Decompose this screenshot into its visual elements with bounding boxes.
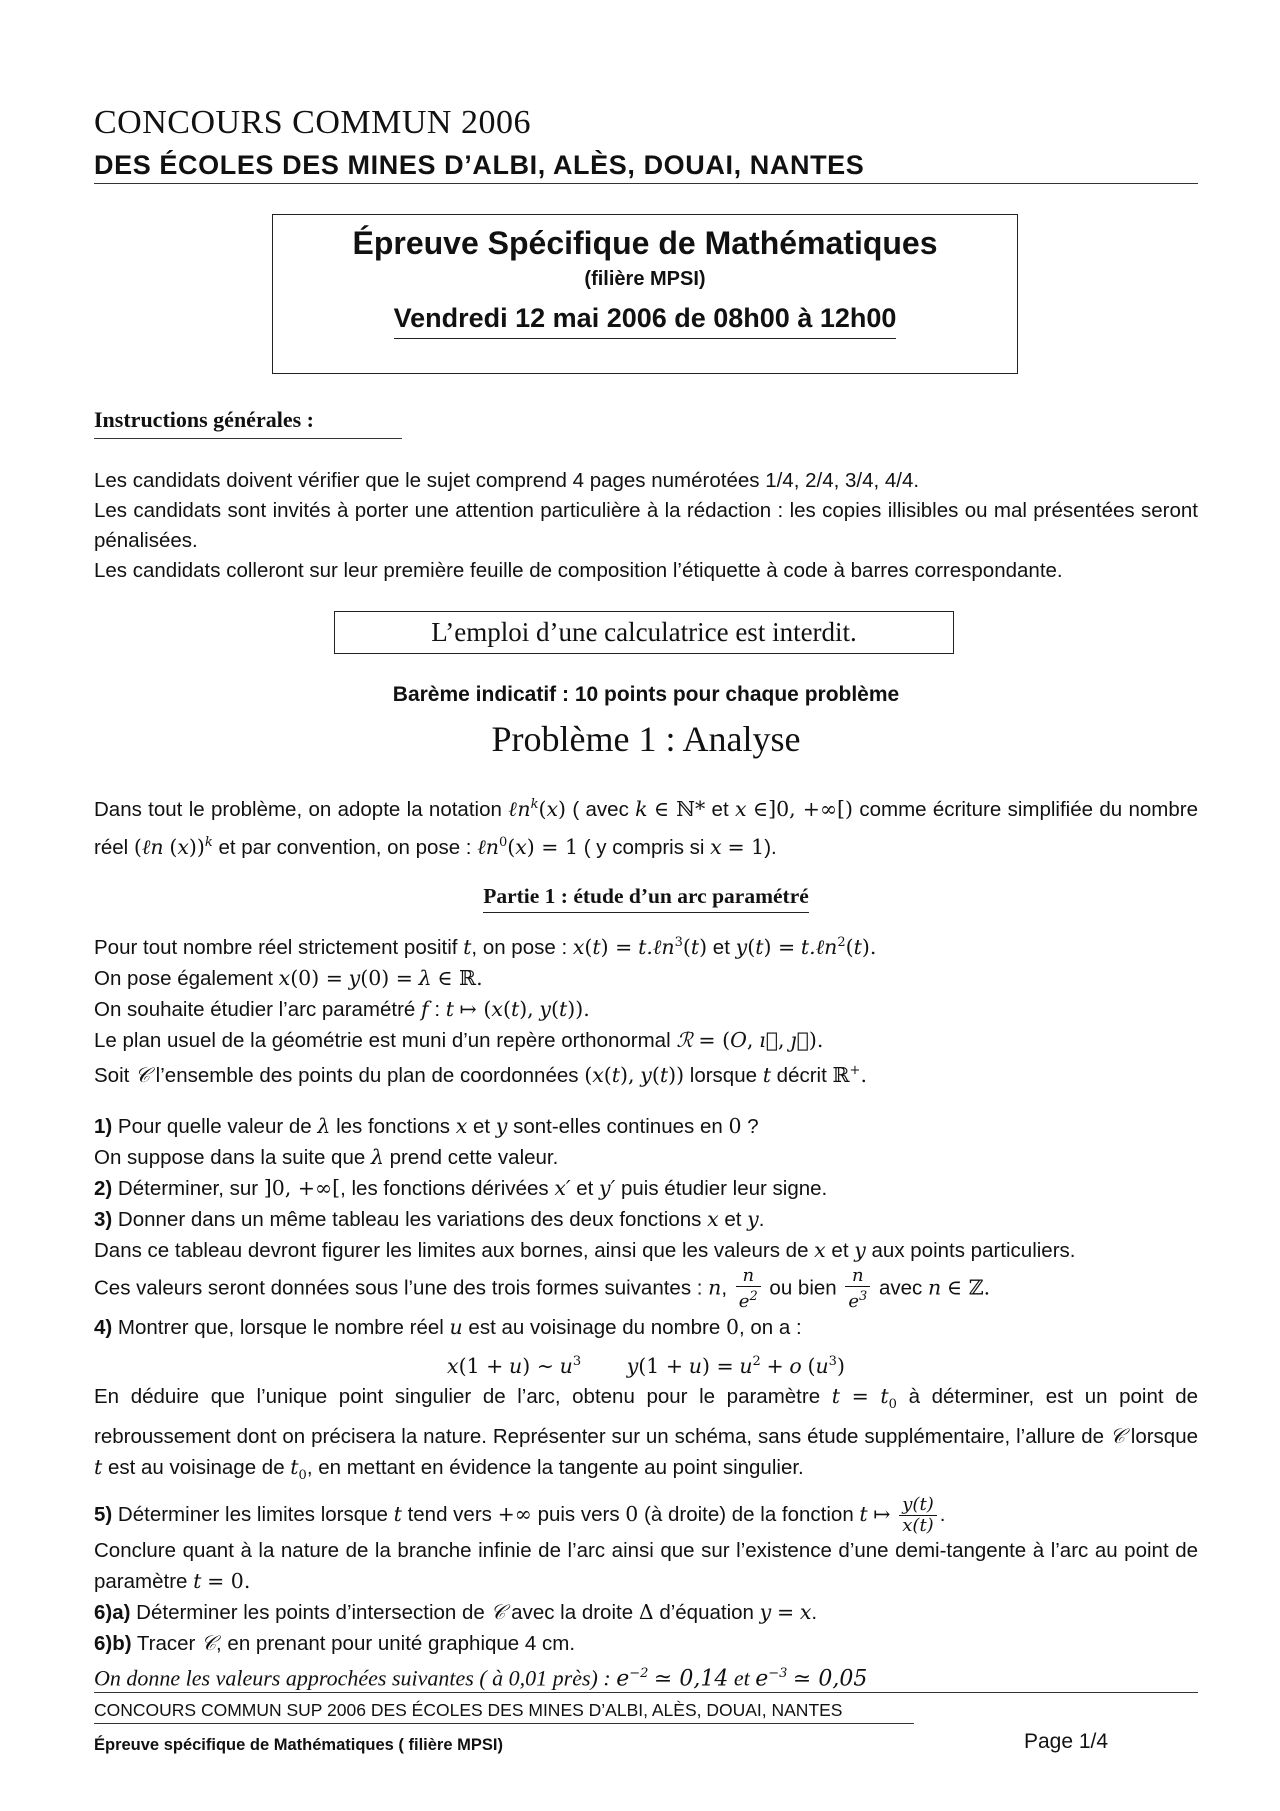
- epreuve-title: Épreuve Spécifique de Mathématiques: [352, 225, 938, 261]
- problem-body: Pour tout nombre réel strictement positif t, on pose : x(t) = t.ℓn$^3$(t) et y(t) = t.ℓn$^2$(t). On pose également x(0) = y(0) = λ ∈ ℝ. On souhaite étudier l’arc paramétré f : t ↦ (x(t), y(t)). Le plan usuel de la géométrie est muni d’un repère orthonormal ℛ = (O, ı⃗, ȷ⃗). Soit 𝒞 l’ensemble des points du plan de coordonnées (x(t), y(t)) lorsque t décrit ℝ+. 1) Pour quelle valeur de λ les fonctions x et y sont-elles continues en 0 ? On suppose dans la suite que λ prend cette valeur. 2) Déterminer, sur ]0, +∞[, les fonctions dérivées x′ et y′ puis étudier leur signe. 3) Donner dans un même tableau les variations des deux fonctions x et y. Dans ce tableau devront figurer les limites aux bornes, ainsi que les valeurs de x et y aux points particuliers. Ces valeurs seront données sous l’une des trois formes suivantes : n, $\frac{n}{e^2}$ ou bien $\frac{n}{e^3}$ avec n ∈ ℤ. 4) Montrer que, lorsque le nombre réel u est au voisinage du nombre 0, on a : x(1 + u) ∼ $u^3$ $y(1 + u) = u^2 + o$ $(u^3)$ En déduire que l’unique point singulier de l’arc, obtenu pour le paramètre $t = t_0$ à déterminer, est un point de rebroussement dont on précisera la nature. Représenter sur un schéma, sans étude supplémentaire, l’allure de 𝒞 lorsque t est au voisinage de $t_0$, en mettant en évidence la tangente au point singulier. 5) Déterminer les limites lorsque t tend vers +∞ puis vers 0 (à droite) de la fonction t ↦ $\frac{y(t)}{x(t)}$ . Conclure quant à la nature de la branche infinie de l’arc ainsi que sur l’existence d’une demi-tangente à l’arc au point de paramètre t = 0. 6)a) Déterminer les points d’intersection de 𝒞 avec la droite Δ d’équation y = x. 6)b) Tracer 𝒞, en prenant pour unité graphique 4 cm. On donne les valeurs approchées suivantes ( à 0,01 près) : $e^{-2}$ ≃ 0,14 et $e^{-3}$ ≃ 0,05: [94, 934, 1199, 1691]
- partie-title: Partie 1 : étude d’un arc paramétré: [94, 884, 1198, 909]
- instructions-heading: Instructions générales :: [94, 407, 314, 432]
- instructions-text: [94, 466, 1198, 586]
- problem-title: Problème 1 : Analyse: [491, 719, 801, 759]
- notation-paragraph: Dans tout le problème, on adopte la notation ℓn$^k$(x) ( avec k ∈ ℕ* et x ∈]0, +∞[) comme écriture simplifiée du nombre réel (ℓn (x))$^k$ et par convention, on pose : ℓn$^0$(x) = 1 ( y compris si x = 1).: [94, 796, 1198, 859]
- concours-title: CONCOURS COMMUN 2006: [94, 104, 531, 141]
- instruction-line: Les candidats sont invités à porter une attention particulière à la rédaction : les copies illisibles ou mal présentées seront pénalisées.: [94, 499, 1198, 552]
- filiere-label: (filière MPSI): [584, 268, 706, 290]
- schools-title: DES ÉCOLES DES MINES D’ALBI, ALÈS, DOUAI, NANTES: [94, 150, 865, 180]
- instruction-line: Les candidats colleront sur leur première feuille de composition l’étiquette à code à barres correspondante.: [94, 559, 1063, 582]
- header-rule: [94, 183, 1198, 184]
- exam-page: [94, 0, 1198, 1811]
- instructions-rule: [94, 438, 402, 439]
- bareme: Barème indicatif : 10 points pour chaque problème: [392, 683, 900, 706]
- page-number: Page 1/4: [1024, 1730, 1109, 1753]
- epreuve-box: [272, 214, 1018, 374]
- footer-line2: Épreuve spécifique de Mathématiques ( filière MPSI): [94, 1736, 503, 1754]
- footer-line1: CONCOURS COMMUN SUP 2006 DES ÉCOLES DES MINES D’ALBI, ALÈS, DOUAI, NANTES: [94, 1700, 843, 1720]
- calculator-notice: L’emploi d’une calculatrice est interdit.: [334, 611, 954, 654]
- footer-underline: [94, 1723, 914, 1724]
- footer-rule: [94, 1692, 1198, 1693]
- instruction-line: Les candidats doivent vérifier que le sujet comprend 4 pages numérotées 1/4, 2/4, 3/4, 4/4.: [94, 469, 920, 492]
- exam-date: Vendredi 12 mai 2006 de 08h00 à 12h00: [394, 303, 897, 339]
